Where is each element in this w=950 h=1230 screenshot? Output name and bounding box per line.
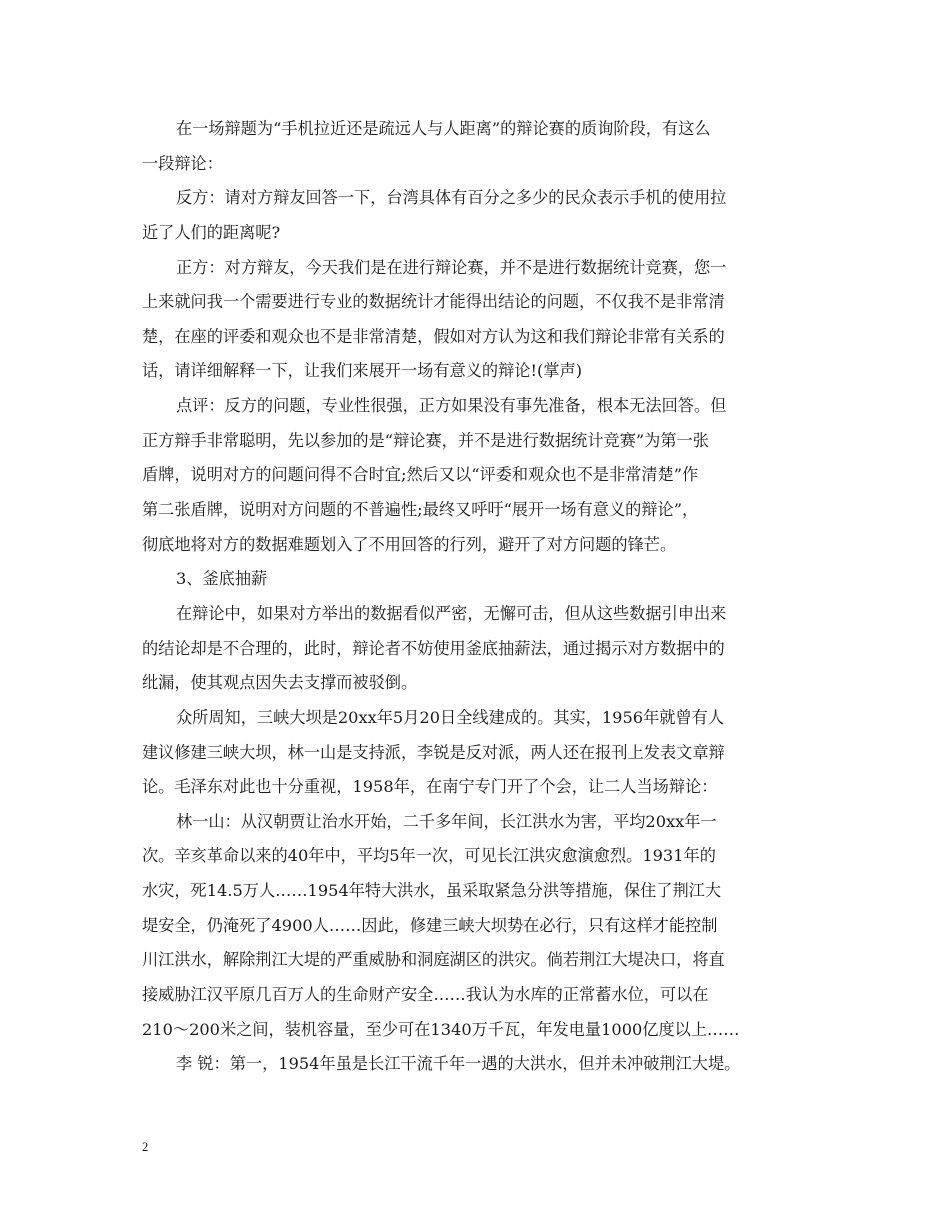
document-body [142,112,822,1082]
text-line: 话，请详细解释一下，让我们来展开一场有意义的辩论!(掌声) [142,361,583,381]
text-line: 第二张盾牌，说明对方问题的不普遍性;最终又呼吁“展开一场有意义的辩论”， [142,500,699,520]
text-line: 210～200米之间，装机容量，至少可在1340万千瓦，年发电量1000亿度以上…… [142,1019,740,1039]
text-line: 在辩论中，如果对方举出的数据看似严密，无懈可击，但从这些数据引申出来 [176,603,727,623]
section-heading: 3、釜底抽薪 [176,569,268,589]
text-line: 正方辩手非常聪明，先以参加的是“辩论赛，并不是进行数据统计竞赛”为第一张 [142,430,709,450]
text-line: 接威胁江汉平原几百万人的生命财产安全……我认为水库的正常蓄水位，可以在 [142,985,709,1005]
text-line: 次。辛亥革命以来的40年中，平均5年一次，可见长江洪灾愈演愈烈。1931年的 [142,846,716,866]
text-line: 论。毛泽东对此也十分重视，1958年，在南宁专门开了个会，让二人当场辩论： [142,777,718,797]
text-line: 楚，在座的评委和观众也不是非常清楚，假如对方认为这和我们辩论非常有关系的 [142,326,725,346]
text-line: 建议修建三峡大坝，林一山是支持派，李锐是反对派，两人还在报刊上发表文章辩 [142,742,725,762]
text-line: 正方：对方辩友，今天我们是在进行辩论赛，并不是进行数据统计竞赛，您一 [176,257,727,277]
text-line: 川江洪水，解除荆江大堤的严重威胁和洞庭湖区的洪灾。倘若荆江大堤决口，将直 [142,950,725,970]
text-line: 众所周知，三峡大坝是20xx年5月20日全线建成的。其实，1956年就曾有人 [176,707,725,727]
text-line: 盾牌，说明对方的问题问得不合时宜;然后又以“评委和观众也不是非常清楚”作 [142,465,699,485]
text-line: 林一山：从汉朝贾让治水开始，二千多年间，长江洪水为害，平均20xx年一 [176,811,717,831]
text-line: 在一场辩题为“手机拉近还是疏远人与人距离”的辩论赛的质询阶段，有这么 [176,119,711,138]
page-number: 2 [142,1140,149,1154]
text-line: 反方：请对方辩友回答一下，台湾具体有百分之多少的民众表示手机的使用拉 [176,188,727,208]
text-line: 李 锐：第一，1954年虽是长江干流千年一遇的大洪水，但并未冲破荆江大堤。 [176,1054,741,1074]
text-line: 一段辩论： [142,153,223,173]
text-line: 近了人们的距离呢? [142,222,281,242]
text-line: 的结论却是不合理的，此时，辩论者不妨使用釜底抽薪法，通过揭示对方数据中的 [142,638,725,658]
text-line: 堤安全，仍淹死了4900人……因此，修建三峡大坝势在必行，只有这样才能控制 [142,915,718,935]
text-line: 上来就问我一个需要进行专业的数据统计才能得出结论的问题，不仅我不是非常清 [142,292,725,312]
text-line: 水灾，死14.5万人……1954年特大洪水，虽采取紧急分洪等措施，保住了荆江大 [142,881,722,901]
text-line: 点评：反方的问题，专业性很强，正方如果没有事先准备，根本无法回答。但 [176,396,727,416]
text-line: 彻底地将对方的数据难题划入了不用回答的行列，避开了对方问题的锋芒。 [142,534,677,554]
text-line: 纰漏，使其观点因失去支撑而被驳倒。 [142,673,418,693]
